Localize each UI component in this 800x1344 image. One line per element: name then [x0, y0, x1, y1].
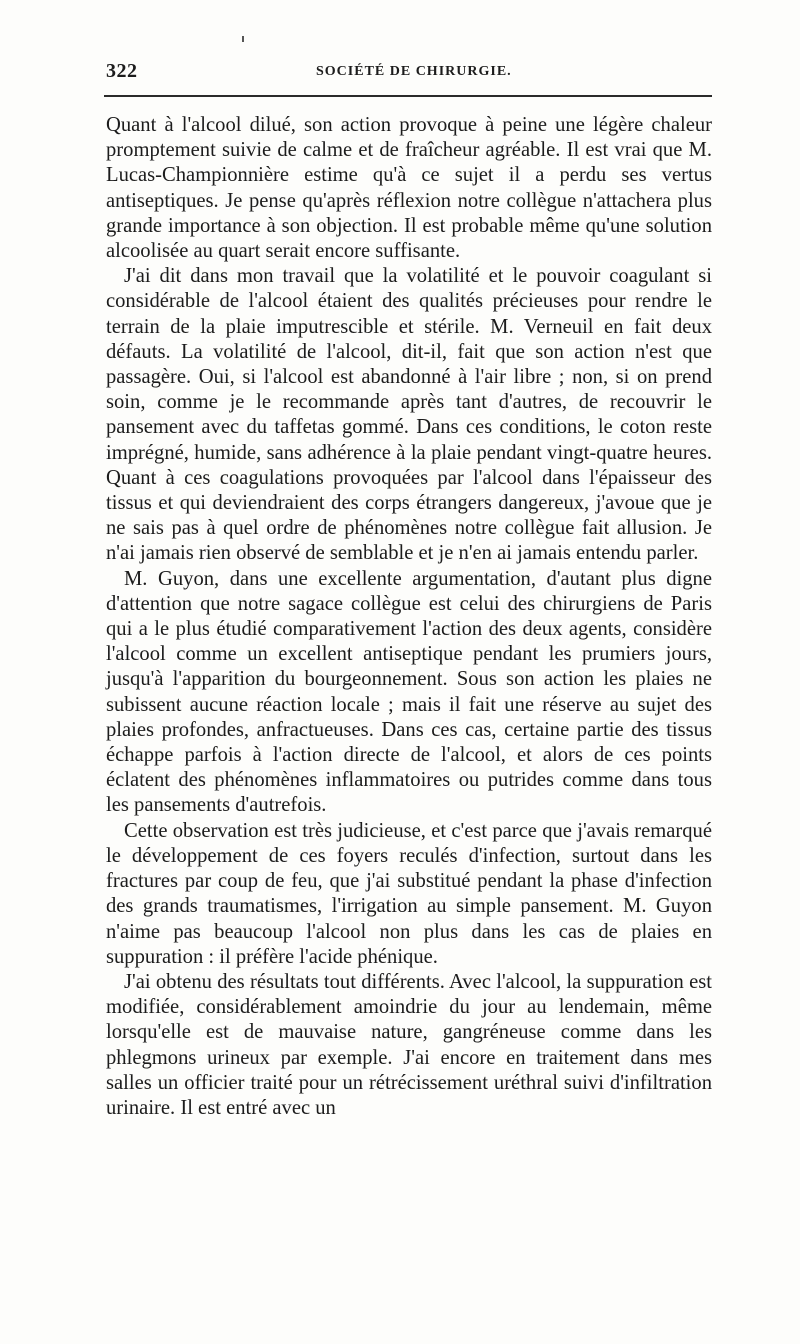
print-speck-mark — [242, 36, 244, 42]
page-header — [106, 58, 712, 88]
header-rule — [104, 95, 712, 97]
page-number: 322 — [106, 60, 138, 82]
running-head: SOCIÉTÉ DE CHIRURGIE. — [316, 64, 512, 79]
body-text — [106, 113, 712, 1121]
paragraph-4: Cette observation est très judicieuse, et c'est parce que j'avais remarqué le développement de ces foyers reculés d'infection, surtout dans les fractures par coup de feu, que j'ai substitué pendant la phase d'infection des grands traumatismes, l'irrigation au simple pansement. M. Guyon n'aime pas beaucoup l'alcool non plus dans les cas de plaies en suppuration : il préfère l'acide phénique. — [106, 819, 712, 968]
paragraph-2: J'ai dit dans mon travail que la volatilité et le pouvoir coagulant si considérable de l'alcool étaient des qualités précieuses pour rendre le terrain de la plaie imputrescible et stérile. M. Verneuil en fait deux défauts. La volatilité de l'alcool, dit-il, fait que son action n'est que passagère. Oui, si l'alcool est abandonné à l'air libre ; non, si on prend soin, comme je le recommande après tant d'autres, de recouvrir le pansement avec du taffetas gommé. Dans ces conditions, le coton reste imprégné, humide, sans adhérence à la plaie pendant vingt-quatre heures. Quant à ces coagulations provoquées par l'alcool dans l'épaisseur des tissus et qui deviendraient des corps étrangers dangereux, j'avoue que je ne sais pas à quel ordre de phénomènes notre collègue fait allusion. Je n'ai jamais rien observé de semblable et je n'en ai jamais entendu parler. — [106, 265, 712, 565]
paragraph-1: Quant à l'alcool dilué, son action provoque à peine une légère chaleur promptement suivie de calme et de fraîcheur agréable. Il est vrai que M. Lucas-Championnière estime qu'à ce sujet il a perdu ses vertus antiseptiques. Je pense qu'après réflexion notre collègue n'attachera plus grande importance à son objection. Il est probable même qu'une solution alcoolisée au quart serait encore suffisante. — [106, 114, 712, 263]
paragraph-3: M. Guyon, dans une excellente argumentation, d'autant plus digne d'attention que notre sagace collègue est celui des chirurgiens de Paris qui a le plus étudié comparativement l'action des deux agents, considère l'alcool comme un excellent antiseptique pendant les prumiers jours, jusqu'à l'apparition du bourgeonnement. Sous son action les plaies ne subissent aucune réaction locale ; mais il fait une réserve au sujet des plaies profondes, anfractueuses. Dans ces cas, certaine partie des tissus échappe parfois à l'action directe de l'alcool, et alors de ces points éclatent des phénomènes inflammatoires ou putrides comme dans tous les pansements d'autrefois. — [106, 567, 712, 817]
paragraph-5: J'ai obtenu des résultats tout différents. Avec l'alcool, la suppuration est modifiée, considérablement amoindrie du jour au lendemain, même lorsqu'elle est de mauvaise nature, gangréneuse comme dans les phlegmons urineux par exemple. J'ai encore en traitement dans mes salles un officier traité pour un rétrécissement uréthral suivi d'infiltration urinaire. Il est entré avec un — [106, 970, 712, 1119]
